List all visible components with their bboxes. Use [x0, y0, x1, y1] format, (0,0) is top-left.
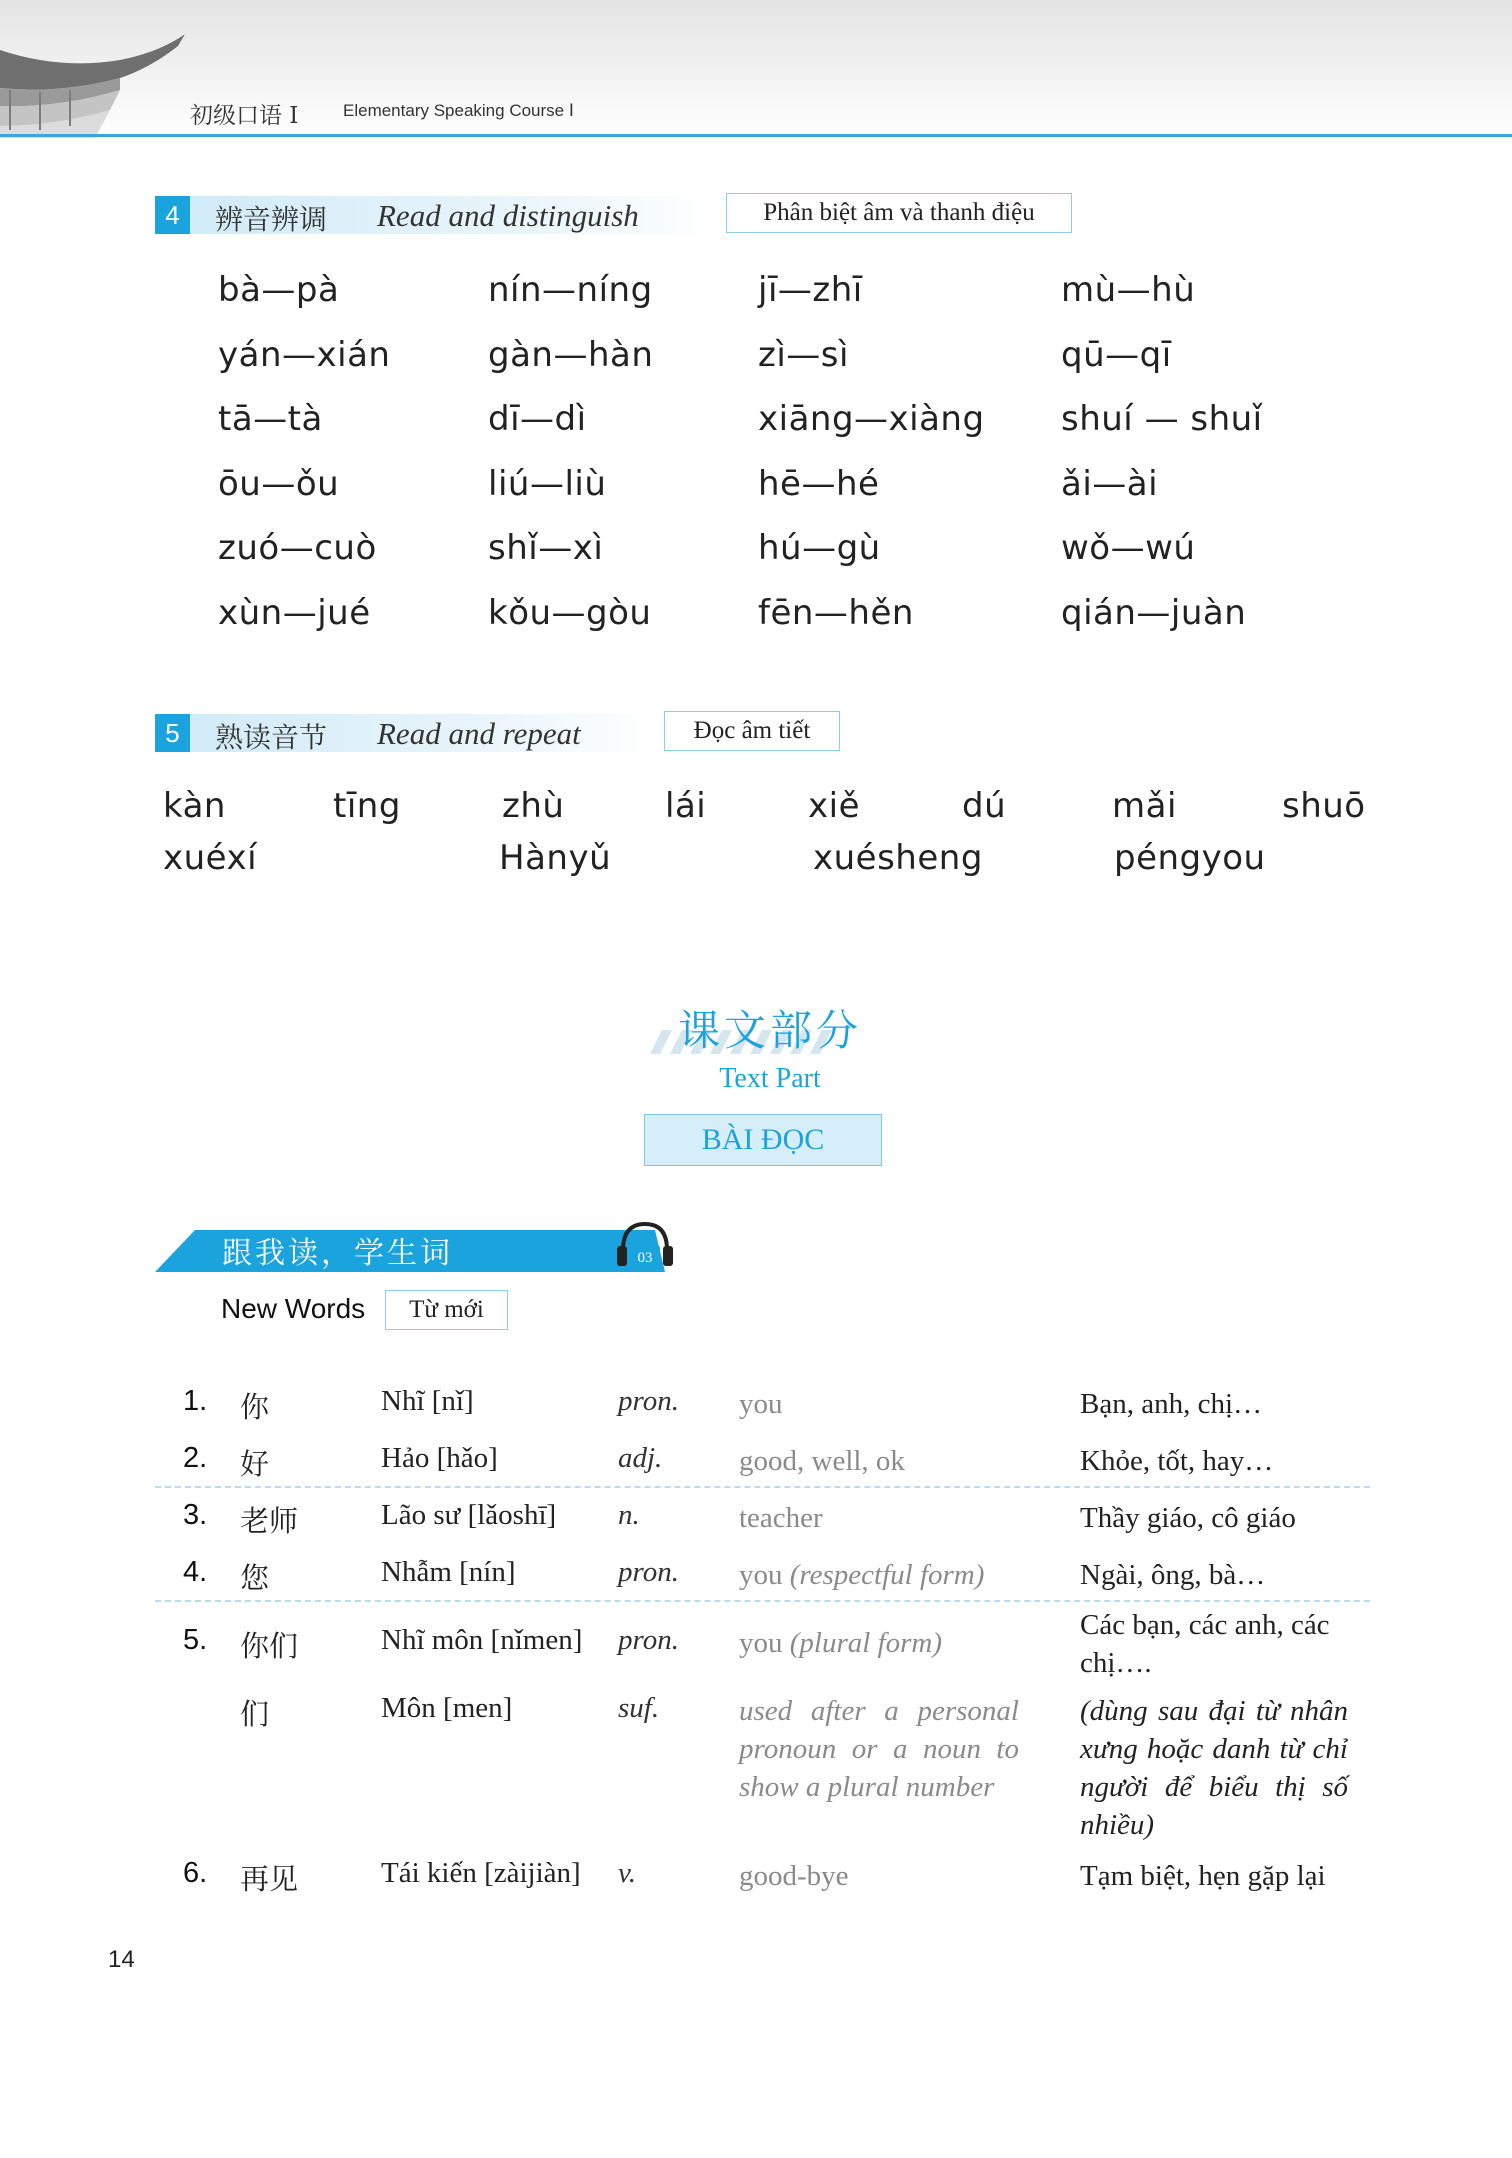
pinyin-pair: wǒ—wú	[1061, 528, 1196, 568]
pinyin-pair: jī—zhī	[758, 270, 863, 310]
section-title-vietnamese: Đọc âm tiết	[664, 711, 840, 751]
pinyin-pair: yán—xián	[218, 334, 391, 375]
word-part-of-speech: pron.	[618, 1385, 679, 1417]
word-meaning-vietnamese: Ngài, ông, bà…	[1080, 1559, 1266, 1591]
word-meaning-english	[739, 1624, 1019, 1662]
word-hanzi: 你	[240, 1390, 270, 1424]
word-pinyin: Tái kiến [zàijiàn]	[381, 1857, 581, 1889]
book-title-chinese: 初级口语 Ⅰ	[190, 103, 299, 129]
syllable-word: péngyou	[1114, 838, 1266, 878]
pinyin-pair: liú—liù	[488, 463, 607, 504]
pinyin-pair: zì—sì	[758, 334, 849, 375]
pinyin-pair: dī—dì	[488, 399, 587, 439]
word-meaning-english: teacher	[739, 1502, 823, 1534]
section-title-vietnamese: Phân biệt âm và thanh điệu	[726, 193, 1072, 233]
row-separator	[155, 1600, 1370, 1602]
word-number: 1.	[183, 1385, 208, 1417]
section-title-chinese: 熟读音节	[215, 721, 328, 754]
word-part-of-speech: suf.	[618, 1692, 660, 1724]
syllable-word: xuésheng	[813, 838, 983, 878]
syllable: mǎi	[1112, 786, 1177, 826]
word-meaning-vietnamese: (dùng sau đại từ nhân xưng hoặc danh từ chỉ người để biểu thị số nhiều)	[1080, 1695, 1348, 1841]
word-meaning-english	[739, 1556, 1019, 1594]
book-title-english: Elementary Speaking Course Ⅰ	[343, 101, 574, 120]
word-meaning-vietnamese: Tạm biệt, hẹn gặp lại	[1080, 1860, 1326, 1892]
word-meaning-vietnamese: Các bạn, các anh, các chị….	[1080, 1609, 1330, 1679]
word-part-of-speech: v.	[618, 1857, 636, 1889]
header-rule	[0, 134, 1512, 137]
pinyin-pair: xiāng—xiàng	[758, 399, 985, 439]
word-meaning-vietnamese: Bạn, anh, chị…	[1080, 1388, 1263, 1420]
syllable: tīng	[333, 786, 401, 826]
section-number: 4	[155, 196, 190, 234]
word-meaning-vietnamese: Thầy giáo, cô giáo	[1080, 1502, 1296, 1534]
word-pinyin: Môn [men]	[381, 1692, 513, 1724]
pinyin-pair: hē—hé	[758, 463, 880, 504]
pinyin-pair: shǐ—xì	[488, 528, 604, 568]
meaning-text: you	[739, 1627, 783, 1659]
word-part-of-speech: adj.	[618, 1442, 663, 1474]
syllable: zhù	[502, 786, 565, 826]
word-hanzi: 们	[240, 1697, 270, 1731]
word-number: 4.	[183, 1556, 208, 1588]
pinyin-pair: zuó—cuò	[218, 528, 377, 568]
section-4-title	[155, 196, 715, 234]
word-pinyin: Lão sư [lǎoshī]	[381, 1499, 557, 1531]
word-part-of-speech: pron.	[618, 1624, 679, 1656]
meaning-note: (respectful form)	[789, 1559, 985, 1591]
word-pinyin: Hảo [hǎo]	[381, 1442, 498, 1474]
word-hanzi: 再见	[240, 1862, 299, 1896]
page-number: 14	[108, 1946, 135, 1973]
text-part-title-vietnamese: BÀI ĐỌC	[644, 1114, 882, 1166]
meaning-note: (plural form)	[789, 1627, 942, 1659]
word-meaning-english: good-bye	[739, 1860, 849, 1892]
word-meaning-english: good, well, ok	[739, 1445, 905, 1477]
syllable: dú	[962, 786, 1007, 826]
row-separator	[155, 1486, 1370, 1488]
syllable: lái	[665, 786, 707, 826]
new-words-label-english: New Words	[221, 1293, 366, 1324]
word-number: 6.	[183, 1857, 208, 1889]
new-words-label-vietnamese: Từ mới	[385, 1290, 508, 1330]
pinyin-pair: shuí — shuǐ	[1061, 399, 1263, 439]
section-title-english: Read and repeat	[377, 716, 581, 751]
pinyin-pair: hú—gù	[758, 528, 881, 568]
word-pinyin: Nhĩ [nǐ]	[381, 1385, 474, 1417]
pinyin-pair: mù—hù	[1061, 270, 1196, 310]
word-number: 3.	[183, 1499, 208, 1531]
word-meaning-english: you	[739, 1388, 783, 1420]
word-hanzi: 你们	[240, 1629, 299, 1663]
word-pinyin: Nhĩ môn [nǐmen]	[381, 1624, 583, 1656]
new-words-banner-text: 跟我读，学生词	[222, 1236, 453, 1271]
text-part-title-chinese: 课文部分	[677, 1006, 862, 1055]
section-title-english: Read and distinguish	[377, 198, 639, 233]
pinyin-pair: qū—qī	[1061, 334, 1172, 375]
section-5-title	[155, 714, 655, 752]
headphones-icon[interactable]	[615, 1220, 675, 1270]
word-number: 2.	[183, 1442, 208, 1474]
temple-roof-illustration	[0, 30, 190, 138]
syllable: xiě	[808, 786, 860, 826]
pinyin-pair: gàn—hàn	[488, 334, 654, 375]
pinyin-pair: xùn—jué	[218, 592, 371, 633]
pinyin-pair: fēn—hěn	[758, 592, 914, 633]
pinyin-pair: bà—pà	[218, 270, 340, 310]
pinyin-pair: kǒu—gòu	[488, 592, 652, 633]
word-hanzi: 您	[240, 1561, 270, 1595]
meaning-text: you	[739, 1559, 783, 1591]
word-part-of-speech: n.	[618, 1499, 640, 1531]
syllable: shuō	[1282, 786, 1366, 826]
pinyin-pair: ōu—ǒu	[218, 463, 340, 504]
pinyin-pair: qián—juàn	[1061, 592, 1247, 633]
syllable-word: Hànyǔ	[499, 838, 612, 878]
word-part-of-speech: pron.	[618, 1556, 679, 1588]
section-title-chinese: 辨音辨调	[215, 203, 328, 236]
section-number: 5	[155, 714, 190, 752]
word-hanzi: 老师	[240, 1504, 299, 1538]
pinyin-pair: ǎi—ài	[1061, 463, 1159, 504]
word-number: 5.	[183, 1624, 208, 1656]
word-meaning-english: used after a personal pronoun or a noun to show a plural number	[739, 1695, 1019, 1803]
audio-track-number: 03	[637, 1250, 653, 1266]
word-meaning-vietnamese: Khỏe, tốt, hay…	[1080, 1445, 1274, 1477]
pinyin-pair: nín—níng	[488, 270, 653, 310]
syllable: kàn	[163, 786, 226, 826]
pinyin-pair: tā—tà	[218, 399, 323, 439]
syllable-word: xuéxí	[163, 838, 258, 878]
word-pinyin: Nhẫm [nín]	[381, 1556, 516, 1588]
text-part-title-english: Text Part	[719, 1063, 821, 1094]
word-hanzi: 好	[240, 1447, 270, 1481]
